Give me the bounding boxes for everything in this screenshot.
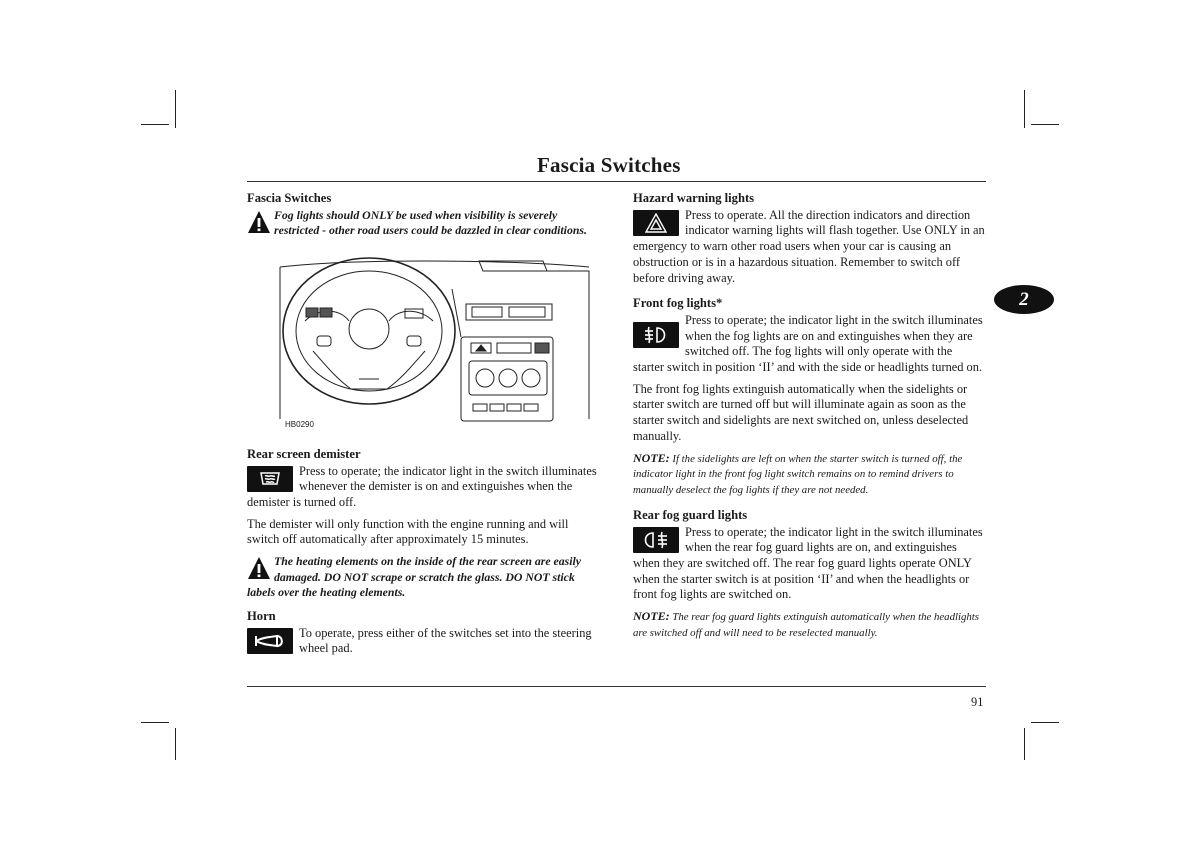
section-heading: Fascia Switches [247, 191, 332, 205]
page-title: Fascia Switches [537, 153, 681, 177]
section-heading: Front fog lights* [633, 296, 723, 311]
horn-section [247, 609, 599, 657]
crop-mark [141, 722, 169, 723]
hazard-triangle-icon [633, 210, 679, 236]
section-heading: Rear fog guard lights [633, 507, 748, 522]
chapter-tab: 2 [994, 285, 1054, 314]
front-fog-text: Press to operate; the indicator light in the switch illuminates when the fog lights are on and extinguishes when they are switched off. The fog lights will only operate with the starter switch in position ‘II’ and with the side or headlights turned on. [633, 312, 983, 375]
horn-text: To operate, press either of the switches set into the steering wheel pad. [247, 626, 599, 657]
right-column [633, 191, 985, 651]
illustration-code: HB0290 [285, 419, 314, 429]
crop-mark [1031, 722, 1059, 723]
rear-demister-text: Press to operate; the indicator light in the switch illuminates whenever the demister is on and extinguishes when the demister is turned off. [247, 463, 597, 509]
section-heading: Horn [247, 608, 276, 623]
crop-mark [175, 728, 176, 760]
left-column [247, 191, 599, 663]
warning-text: The heating elements on the inside of the rear screen are easily damaged. DO NOT scrape or scratch the glass. DO NOT stick labels over the heating elements. [247, 554, 582, 600]
warning-rear-screen [247, 554, 599, 601]
footer-rule [247, 686, 986, 687]
front-fog-icon [633, 322, 679, 348]
section-heading: Hazard warning lights [633, 191, 755, 205]
rear-fog-note: NOTE: The rear fog guard lights extinguish automatically when the headlights are switched off and will need to be reselected manually. [633, 609, 979, 639]
page-number: 91 [971, 695, 984, 709]
warning-triangle-icon [247, 556, 271, 582]
front-fog-text2: The front fog lights extinguish automatically when the sidelights or starter switch are turned off but will illuminate again as soon as the starter switch and sidelights are next switched on, unless deselected manually. [633, 381, 969, 443]
front-fog-section [633, 292, 985, 499]
crop-mark [1031, 124, 1059, 125]
crop-mark [1024, 728, 1025, 760]
front-fog-note: NOTE: If the sidelights are left on when the starter switch is turned off, the indicator light in the front fog light switch remains on to remind drivers to manually deselect the fog lights if they are not needed. [633, 450, 963, 497]
dashboard-illustration [247, 249, 599, 435]
warning-triangle-icon [247, 210, 271, 236]
header-rule [247, 181, 986, 182]
rear-demister-icon [247, 466, 293, 492]
rear-demister-text2: The demister will only function with the engine running and will switch off automatically after approximately 15 minutes. [247, 516, 569, 547]
crop-mark [175, 90, 176, 128]
horn-icon [247, 628, 293, 654]
crop-mark [141, 124, 169, 125]
rear-fog-icon [633, 527, 679, 553]
rear-fog-section [633, 508, 985, 642]
hazard-section [633, 191, 985, 286]
section-heading: Rear screen demister [247, 446, 361, 461]
hazard-text: Press to operate. All the direction indicators and direction indicator warning lights will flash together. Use ONLY in an emergency to warn other road users when your car is causing an obstruction or is in a hazardous situation. Remember to switch off before driving away. [633, 207, 985, 285]
warning-text: Fog lights should ONLY be used when visibility is severely restricted - other road users could be dazzled in clear conditions. [274, 207, 587, 238]
rear-fog-text: Press to operate; the indicator light in the switch illuminates when the rear fog guard lights are on, and extinguishes when they are switched off. The rear fog guard lights operate ONLY when the starter switch is at position ‘II’ and when the headlights or front fog lights are switched on. [633, 524, 983, 602]
crop-mark [1024, 90, 1025, 128]
rear-demister-section [247, 447, 599, 601]
warning-fog [247, 208, 599, 239]
